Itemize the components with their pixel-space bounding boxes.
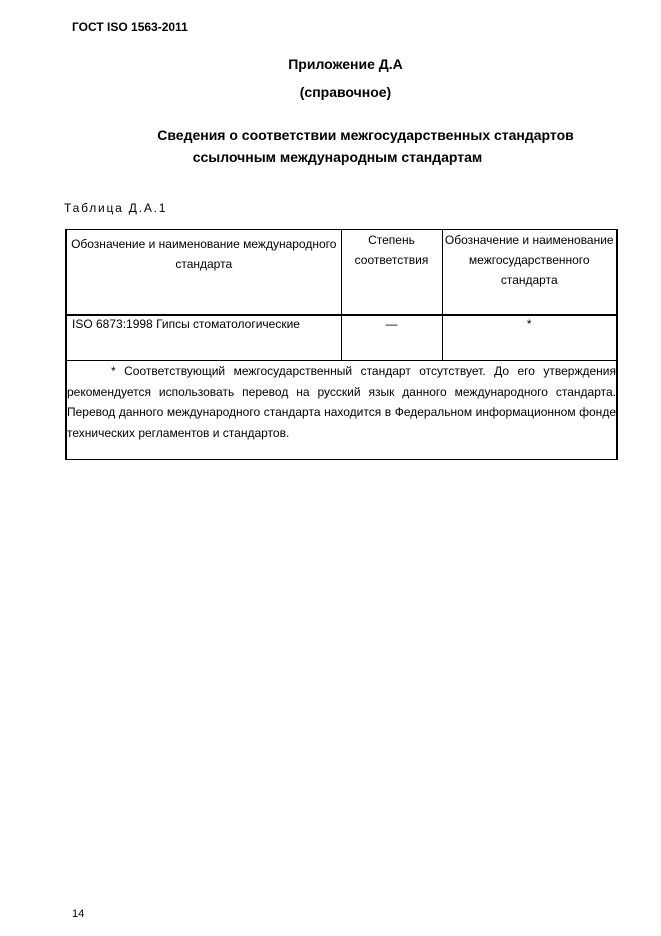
correspondence-table bbox=[65, 229, 618, 460]
appendix-subtitle: (справочное) bbox=[299, 84, 392, 100]
appendix-title: Приложение Д.А bbox=[288, 56, 403, 72]
heading-line-2: ссылочным международным стандартам bbox=[192, 149, 483, 165]
table-note bbox=[66, 361, 617, 460]
page-number: 14 bbox=[72, 908, 85, 920]
table-note-row bbox=[66, 361, 617, 460]
document-code: ГОСТ ISO 1563-2011 bbox=[72, 20, 188, 34]
appendix-heading bbox=[0, 124, 661, 168]
column-header-international: Обозначение и наименование международного стандарта bbox=[66, 230, 341, 316]
note-text: * Соответствующий межгосударственный стандарт отсутствует. До его утверждения рекомендуется использовать перевод на русский язык данного международного стандарта. Перевод данного международного стандарта находится в Федеральном информационном фонде технических регламентов и стандартов. bbox=[67, 364, 616, 440]
cell-degree: — bbox=[341, 315, 442, 361]
cell-interstate-standard: * bbox=[442, 315, 617, 361]
column-header-degree: Степень соответствия bbox=[341, 230, 442, 316]
table-header-row bbox=[66, 230, 617, 316]
table-caption: Таблица Д.А.1 bbox=[64, 201, 168, 215]
column-header-interstate: Обозначение и наименование межгосударственного стандарта bbox=[442, 230, 617, 316]
cell-international-standard: ISO 6873:1998 Гипсы стоматологические bbox=[66, 315, 341, 361]
table-row bbox=[66, 315, 617, 361]
heading-line-1: Сведения о соответствии межгосударственных стандартов bbox=[157, 127, 574, 143]
